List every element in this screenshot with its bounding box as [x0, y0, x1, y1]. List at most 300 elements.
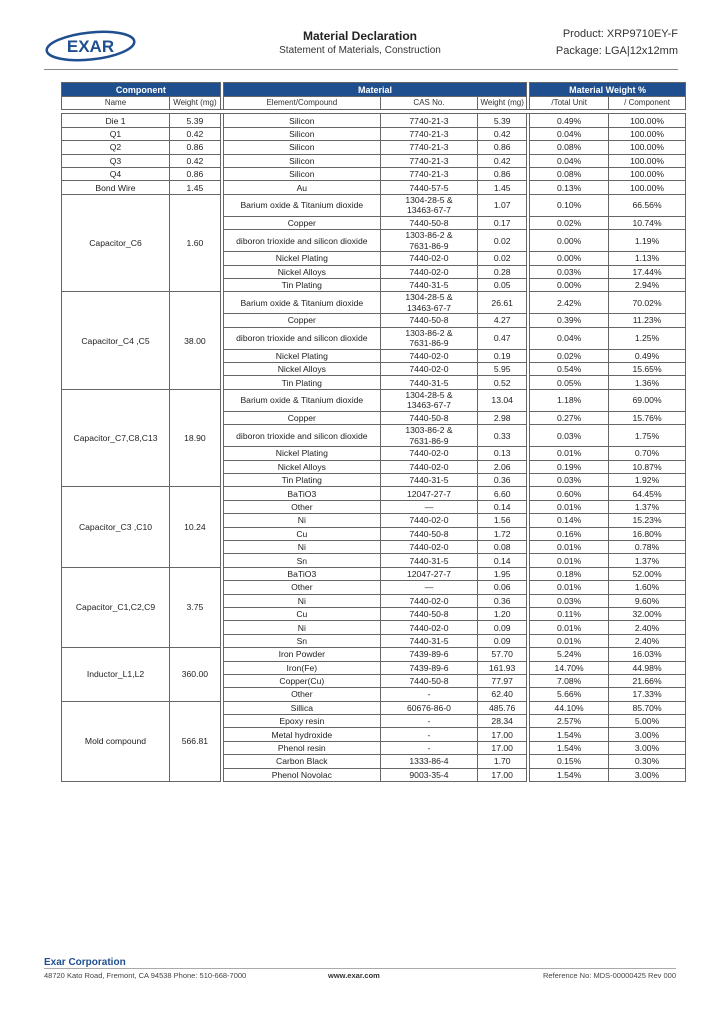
material-weight: 0.17 — [478, 216, 527, 229]
material-pct-component: 66.56% — [609, 194, 686, 216]
material-cas — [380, 389, 478, 411]
material-pct-component: 1.37% — [609, 500, 686, 513]
component-weight: 566.81 — [169, 701, 220, 781]
component-weight: 38.00 — [169, 292, 220, 390]
material-element: Nickel Plating — [223, 349, 380, 362]
material-pct-component: 3.00% — [609, 728, 686, 741]
material-element: diboron trioxide and silicon dioxide — [223, 327, 380, 349]
col-header-element: Element/Compound — [223, 97, 380, 110]
material-cas: - — [380, 715, 478, 728]
material-pct-component: 2.40% — [609, 634, 686, 647]
material-weight: 1.20 — [478, 607, 527, 620]
material-weight: 0.08 — [478, 540, 527, 553]
material-weight: 5.95 — [478, 363, 527, 376]
material-pct-total: 7.08% — [530, 674, 609, 687]
component-name: Q3 — [62, 154, 170, 167]
material-weight: 0.52 — [478, 376, 527, 389]
material-pct-component: 9.60% — [609, 594, 686, 607]
material-pct-total: 5.66% — [530, 688, 609, 701]
material-pct-total: 44.10% — [530, 701, 609, 714]
material-pct-component: 3.00% — [609, 741, 686, 754]
material-weight: 0.19 — [478, 349, 527, 362]
material-weight: 2.98 — [478, 411, 527, 424]
material-weight: 62.40 — [478, 688, 527, 701]
material-pct-component: 0.30% — [609, 755, 686, 768]
material-cas: 7440-50-8 — [380, 216, 478, 229]
material-cas: 7440-50-8 — [380, 674, 478, 687]
component-weight: 1.45 — [169, 181, 220, 194]
material-cas-line2: 7631-86-9 — [409, 338, 449, 349]
component-weight: 3.75 — [169, 567, 220, 647]
material-pct-component: 85.70% — [609, 701, 686, 714]
component-name: Bond Wire — [62, 181, 170, 194]
material-element: Other — [223, 688, 380, 701]
material-weight: 5.39 — [478, 114, 527, 127]
material-cas: 9003-35-4 — [380, 768, 478, 781]
material-element: Silicon — [223, 141, 380, 154]
table-row — [62, 114, 686, 127]
material-pct-component: 1.19% — [609, 230, 686, 252]
material-pct-component: 15.76% — [609, 411, 686, 424]
material-pct-component: 100.00% — [609, 181, 686, 194]
material-weight: 0.36 — [478, 474, 527, 487]
material-weight: 4.27 — [478, 314, 527, 327]
material-cas-line1: 1304-28-5 & — [405, 292, 453, 303]
material-element: BaTiO3 — [223, 567, 380, 580]
material-weight: 28.34 — [478, 715, 527, 728]
material-weight: 0.13 — [478, 447, 527, 460]
material-element: Other — [223, 500, 380, 513]
material-weight: 17.00 — [478, 728, 527, 741]
material-element: Ni — [223, 594, 380, 607]
material-pct-component: 16.03% — [609, 648, 686, 661]
material-element: Iron(Fe) — [223, 661, 380, 674]
table-row — [62, 487, 686, 500]
table-row — [62, 292, 686, 314]
material-weight: 1.45 — [478, 181, 527, 194]
material-pct-total: 0.60% — [530, 487, 609, 500]
material-pct-total: 0.03% — [530, 265, 609, 278]
material-weight: 1.56 — [478, 514, 527, 527]
material-weight: 1.72 — [478, 527, 527, 540]
material-element: Silicon — [223, 167, 380, 180]
material-pct-total: 1.18% — [530, 389, 609, 411]
material-pct-total: 5.24% — [530, 648, 609, 661]
material-pct-component: 2.40% — [609, 621, 686, 634]
material-element: Copper — [223, 216, 380, 229]
material-pct-total: 0.08% — [530, 141, 609, 154]
material-element: Cu — [223, 527, 380, 540]
material-cas-line2: 7631-86-9 — [409, 240, 449, 251]
component-name: Mold compound — [62, 701, 170, 781]
material-pct-total: 0.54% — [530, 363, 609, 376]
material-pct-component: 0.78% — [609, 540, 686, 553]
material-cas: - — [380, 728, 478, 741]
material-cas: 7440-31-5 — [380, 278, 478, 291]
material-element: Phenol Novolac — [223, 768, 380, 781]
material-element: Au — [223, 181, 380, 194]
material-weight: 0.47 — [478, 327, 527, 349]
component-name: Q2 — [62, 141, 170, 154]
material-pct-component: 1.60% — [609, 581, 686, 594]
material-cas: 7440-02-0 — [380, 540, 478, 553]
material-element: Sn — [223, 634, 380, 647]
component-weight: 0.42 — [169, 127, 220, 140]
material-element: Silicon — [223, 127, 380, 140]
material-element: Tin Plating — [223, 376, 380, 389]
material-element: Copper — [223, 314, 380, 327]
col-header-component-pct: / Component — [609, 97, 686, 110]
material-pct-total: 0.01% — [530, 500, 609, 513]
material-weight: 0.28 — [478, 265, 527, 278]
material-cas-line1: 1304-28-5 & — [405, 194, 453, 205]
component-weight: 10.24 — [169, 487, 220, 567]
material-weight: 0.14 — [478, 554, 527, 567]
material-pct-total: 0.19% — [530, 460, 609, 473]
material-cas: 7740-21-3 — [380, 127, 478, 140]
material-pct-total: 0.01% — [530, 621, 609, 634]
material-pct-component: 1.37% — [609, 554, 686, 567]
material-pct-component: 17.44% — [609, 265, 686, 278]
material-element: Silicon — [223, 154, 380, 167]
material-cas: 7439-89-6 — [380, 661, 478, 674]
material-cas: 7440-02-0 — [380, 349, 478, 362]
material-element: Iron Powder — [223, 648, 380, 661]
package-label: Package: LGA|12x12mm — [555, 45, 678, 57]
material-cas: 7440-02-0 — [380, 363, 478, 376]
table-row — [62, 194, 686, 216]
material-pct-total: 0.01% — [530, 581, 609, 594]
table-row — [62, 141, 686, 154]
material-pct-total: 0.01% — [530, 540, 609, 553]
material-weight: 485.76 — [478, 701, 527, 714]
material-pct-total: 0.16% — [530, 527, 609, 540]
material-element: Copper(Cu) — [223, 674, 380, 687]
material-pct-component: 10.87% — [609, 460, 686, 473]
col-header-comp-weight: Weight (mg) — [169, 97, 220, 110]
material-pct-total: 0.03% — [530, 425, 609, 447]
material-cas-line1: 1303-86-2 & — [405, 230, 453, 241]
material-pct-total: 0.14% — [530, 514, 609, 527]
component-weight: 0.86 — [169, 141, 220, 154]
material-element: Nickel Plating — [223, 447, 380, 460]
material-cas-line1: 1304-28-5 & — [405, 389, 453, 400]
group-header-component: Component — [62, 83, 221, 97]
material-table — [61, 82, 686, 782]
material-cas — [380, 292, 478, 314]
material-cas: - — [380, 741, 478, 754]
material-pct-total: 14.70% — [530, 661, 609, 674]
material-weight: 0.02 — [478, 230, 527, 252]
material-cas-line2: 13463-67-7 — [407, 205, 451, 216]
material-pct-component: 44.98% — [609, 661, 686, 674]
material-element: Sn — [223, 554, 380, 567]
material-pct-component: 100.00% — [609, 114, 686, 127]
material-element: BaTiO3 — [223, 487, 380, 500]
material-pct-total: 0.00% — [530, 278, 609, 291]
material-cas: 7440-02-0 — [380, 621, 478, 634]
material-element: Barium oxide & Titanium dioxide — [223, 194, 380, 216]
material-table-body — [62, 110, 686, 782]
component-name: Q4 — [62, 167, 170, 180]
material-pct-component: 10.74% — [609, 216, 686, 229]
material-cas-line2: 13463-67-7 — [407, 400, 451, 411]
material-cas: 7440-02-0 — [380, 265, 478, 278]
component-name: Capacitor_C6 — [62, 194, 170, 292]
material-cas: - — [380, 688, 478, 701]
material-pct-component: 1.92% — [609, 474, 686, 487]
material-weight: 1.07 — [478, 194, 527, 216]
material-pct-total: 0.02% — [530, 216, 609, 229]
material-pct-component: 3.00% — [609, 768, 686, 781]
material-cas: 7440-50-8 — [380, 527, 478, 540]
col-header-cas: CAS No. — [380, 97, 478, 110]
material-weight: 0.14 — [478, 500, 527, 513]
material-pct-total: 0.11% — [530, 607, 609, 620]
material-element: Tin Plating — [223, 278, 380, 291]
material-pct-total: 0.18% — [530, 567, 609, 580]
material-weight: 6.60 — [478, 487, 527, 500]
material-pct-total: 0.04% — [530, 127, 609, 140]
material-pct-total: 0.15% — [530, 755, 609, 768]
table-row — [62, 567, 686, 580]
material-pct-total: 0.05% — [530, 376, 609, 389]
page-title: Material Declaration — [302, 29, 418, 43]
table-row — [62, 181, 686, 194]
material-pct-total: 0.04% — [530, 154, 609, 167]
material-pct-component: 100.00% — [609, 127, 686, 140]
component-weight: 1.60 — [169, 194, 220, 292]
material-pct-total: 1.54% — [530, 728, 609, 741]
material-cas: 7740-21-3 — [380, 141, 478, 154]
material-pct-total: 1.54% — [530, 741, 609, 754]
table-row — [62, 648, 686, 661]
component-weight: 18.90 — [169, 389, 220, 487]
material-cas: 7440-50-8 — [380, 314, 478, 327]
col-header-mat-weight: Weight (mg) — [478, 97, 527, 110]
material-element: Sillica — [223, 701, 380, 714]
material-cas — [380, 230, 478, 252]
component-weight: 0.42 — [169, 154, 220, 167]
material-weight: 0.36 — [478, 594, 527, 607]
material-pct-component: 70.02% — [609, 292, 686, 314]
component-weight: 0.86 — [169, 167, 220, 180]
component-name: Capacitor_C3 ,C10 — [62, 487, 170, 567]
material-pct-component: 64.45% — [609, 487, 686, 500]
material-element: Barium oxide & Titanium dioxide — [223, 389, 380, 411]
product-label: Product: XRP9710EY-F — [562, 28, 678, 40]
footer-reference: Reference No: MDS-00000425 Rev 000 — [543, 971, 676, 980]
material-element: Nickel Alloys — [223, 460, 380, 473]
table-row — [62, 701, 686, 714]
header-divider — [44, 69, 678, 70]
material-element: Cu — [223, 607, 380, 620]
material-pct-component: 100.00% — [609, 167, 686, 180]
material-weight: 161.93 — [478, 661, 527, 674]
material-pct-total: 0.02% — [530, 349, 609, 362]
footer-website[interactable]: www.exar.com — [328, 971, 380, 980]
material-cas: 12047-27-7 — [380, 567, 478, 580]
material-pct-component: 15.65% — [609, 363, 686, 376]
material-weight: 0.05 — [478, 278, 527, 291]
component-name: Capacitor_C4 ,C5 — [62, 292, 170, 390]
material-pct-component: 0.49% — [609, 349, 686, 362]
material-element: Epoxy resin — [223, 715, 380, 728]
material-element: Copper — [223, 411, 380, 424]
material-weight: 0.42 — [478, 154, 527, 167]
material-weight: 0.86 — [478, 141, 527, 154]
material-pct-total: 0.03% — [530, 474, 609, 487]
col-header-total-unit: /Total Unit — [530, 97, 609, 110]
material-element: Nickel Alloys — [223, 363, 380, 376]
page-subtitle: Statement of Materials, Construction — [279, 45, 441, 56]
material-element: Nickel Alloys — [223, 265, 380, 278]
material-cas: 60676-86-0 — [380, 701, 478, 714]
material-element: Ni — [223, 540, 380, 553]
material-cas-line2: 7631-86-9 — [409, 435, 449, 446]
material-weight: 0.06 — [478, 581, 527, 594]
material-cas: 7440-02-0 — [380, 514, 478, 527]
material-pct-component: 0.70% — [609, 447, 686, 460]
material-cas-line1: 1303-86-2 & — [405, 327, 453, 338]
material-pct-component: 1.13% — [609, 252, 686, 265]
material-cas: 7439-89-6 — [380, 648, 478, 661]
material-pct-total: 2.42% — [530, 292, 609, 314]
material-cas — [380, 327, 478, 349]
material-cas: 7440-57-5 — [380, 181, 478, 194]
group-header-material: Material — [223, 83, 526, 97]
material-pct-component: 15.23% — [609, 514, 686, 527]
material-cas: 1333-86-4 — [380, 755, 478, 768]
material-cas: 12047-27-7 — [380, 487, 478, 500]
material-cas: 7740-21-3 — [380, 167, 478, 180]
material-weight: 17.00 — [478, 741, 527, 754]
footer-company: Exar Corporation — [44, 957, 126, 968]
material-pct-component: 5.00% — [609, 715, 686, 728]
material-pct-total: 0.01% — [530, 447, 609, 460]
material-pct-total: 0.10% — [530, 194, 609, 216]
material-cas: 7740-21-3 — [380, 114, 478, 127]
material-weight: 0.42 — [478, 127, 527, 140]
material-cas: 7440-02-0 — [380, 460, 478, 473]
table-row — [62, 167, 686, 180]
material-element: Tin Plating — [223, 474, 380, 487]
material-pct-total: 0.49% — [530, 114, 609, 127]
material-pct-component: 100.00% — [609, 141, 686, 154]
material-cas: 7440-50-8 — [380, 607, 478, 620]
material-pct-total: 0.01% — [530, 634, 609, 647]
material-element: Metal hydroxide — [223, 728, 380, 741]
material-cas — [380, 194, 478, 216]
material-cas: 7440-31-5 — [380, 554, 478, 567]
col-header-name: Name — [62, 97, 170, 110]
material-weight: 57.70 — [478, 648, 527, 661]
material-pct-component: 2.94% — [609, 278, 686, 291]
material-pct-total: 0.03% — [530, 594, 609, 607]
material-pct-component: 1.75% — [609, 425, 686, 447]
material-weight: 0.86 — [478, 167, 527, 180]
component-name: Capacitor_C1,C2,C9 — [62, 567, 170, 647]
material-weight: 13.04 — [478, 389, 527, 411]
material-pct-total: 0.04% — [530, 327, 609, 349]
material-pct-component: 17.33% — [609, 688, 686, 701]
material-element: diboron trioxide and silicon dioxide — [223, 230, 380, 252]
material-weight: 0.09 — [478, 621, 527, 634]
component-name: Q1 — [62, 127, 170, 140]
material-cas: — — [380, 581, 478, 594]
material-pct-component: 11.23% — [609, 314, 686, 327]
material-cas — [380, 425, 478, 447]
material-cas: 7440-50-8 — [380, 411, 478, 424]
material-pct-total: 0.00% — [530, 230, 609, 252]
material-pct-total: 0.39% — [530, 314, 609, 327]
material-pct-total: 2.57% — [530, 715, 609, 728]
material-pct-component: 69.00% — [609, 389, 686, 411]
material-pct-component: 21.66% — [609, 674, 686, 687]
component-weight: 5.39 — [169, 114, 220, 127]
component-name: Die 1 — [62, 114, 170, 127]
material-weight: 0.33 — [478, 425, 527, 447]
table-row — [62, 127, 686, 140]
footer-address: 48720 Kato Road, Fremont, CA 94538 Phone: 510-668-7000 — [44, 971, 247, 980]
logo-text: EXAR — [66, 37, 115, 56]
material-pct-total: 1.54% — [530, 768, 609, 781]
material-pct-total: 0.08% — [530, 167, 609, 180]
material-pct-component: 100.00% — [609, 154, 686, 167]
material-cas: 7740-21-3 — [380, 154, 478, 167]
material-element: Carbon Black — [223, 755, 380, 768]
component-name: Capacitor_C7,C8,C13 — [62, 389, 170, 487]
material-cas: 7440-02-0 — [380, 252, 478, 265]
material-cas: 7440-02-0 — [380, 447, 478, 460]
material-element: Phenol resin — [223, 741, 380, 754]
material-weight: 77.97 — [478, 674, 527, 687]
group-header-weight-pct: Material Weight % — [530, 83, 686, 97]
material-cas-line1: 1303-86-2 & — [405, 425, 453, 436]
material-cas: — — [380, 500, 478, 513]
material-element: diboron trioxide and silicon dioxide — [223, 425, 380, 447]
material-weight: 1.95 — [478, 567, 527, 580]
material-weight: 2.06 — [478, 460, 527, 473]
material-pct-total: 0.01% — [530, 554, 609, 567]
material-weight: 0.02 — [478, 252, 527, 265]
material-pct-total: 0.13% — [530, 181, 609, 194]
footer-divider — [44, 968, 676, 969]
material-cas: 7440-31-5 — [380, 376, 478, 389]
material-element: Other — [223, 581, 380, 594]
component-weight: 360.00 — [169, 648, 220, 702]
material-cas: 7440-02-0 — [380, 594, 478, 607]
material-pct-component: 1.36% — [609, 376, 686, 389]
material-element: Ni — [223, 621, 380, 634]
material-cas-line2: 13463-67-7 — [407, 302, 451, 313]
material-pct-component: 16.80% — [609, 527, 686, 540]
material-cas: 7440-31-5 — [380, 634, 478, 647]
component-name: Inductor_L1,L2 — [62, 648, 170, 702]
material-pct-component: 1.25% — [609, 327, 686, 349]
material-element: Barium oxide & Titanium dioxide — [223, 292, 380, 314]
material-weight: 0.09 — [478, 634, 527, 647]
material-pct-component: 32.00% — [609, 607, 686, 620]
material-weight: 1.70 — [478, 755, 527, 768]
material-weight: 17.00 — [478, 768, 527, 781]
material-element: Nickel Plating — [223, 252, 380, 265]
material-weight: 26.61 — [478, 292, 527, 314]
table-row — [62, 154, 686, 167]
material-pct-total: 0.00% — [530, 252, 609, 265]
material-pct-total: 0.27% — [530, 411, 609, 424]
material-cas: 7440-31-5 — [380, 474, 478, 487]
